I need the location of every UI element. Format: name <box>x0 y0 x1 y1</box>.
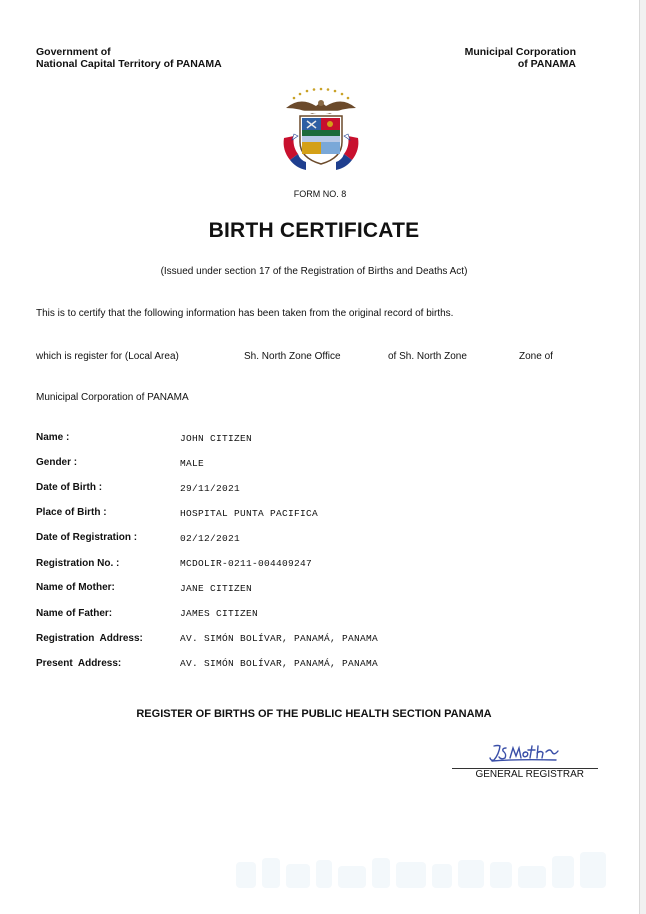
issuing-municipality <box>465 46 576 70</box>
issuing-government <box>36 46 222 70</box>
registration-address-value: AV. SIMÓN BOLÍVAR, PANAMÁ, PANAMA <box>180 633 379 644</box>
eagle <box>286 100 356 114</box>
father-name-label: Name of Father: <box>36 608 113 619</box>
date-of-registration-value: 02/12/2021 <box>180 533 241 544</box>
registration-address-label: Registration Address: <box>36 633 143 644</box>
place-of-birth-value: HOSPITAL PUNTA PACIFICA <box>180 508 319 519</box>
place-of-birth-label: Place of Birth : <box>36 507 107 518</box>
gender-value: MALE <box>180 458 205 469</box>
stars-arc <box>293 88 350 100</box>
mother-name-label: Name of Mother: <box>36 582 115 593</box>
signature-icon <box>488 742 562 764</box>
date-of-birth-label: Date of Birth : <box>36 482 103 493</box>
mother-name-value: JANE CITIZEN <box>180 583 253 594</box>
date-of-birth-value: 29/11/2021 <box>180 483 241 494</box>
date-of-registration-label: Date of Registration : <box>36 532 138 543</box>
local-area-label: which is register for (Local Area) <box>36 351 179 362</box>
shield <box>300 116 342 164</box>
government-line-2: National Capital Territory of PANAMA <box>36 58 222 70</box>
certification-statement: This is to certify that the following information has been taken from the original record of births. <box>36 308 454 319</box>
page-title: BIRTH CERTIFICATE <box>208 219 420 242</box>
panama-coat-of-arms-icon <box>276 84 366 176</box>
form-number: FORM NO. 8 <box>293 189 347 199</box>
general-registrar-label: GENERAL REGISTRAR <box>475 769 584 780</box>
municipality-line-1: Municipal Corporation <box>464 46 576 58</box>
government-line-1: Government of <box>36 46 111 58</box>
registration-number-value: MCDOLIR-0211-004409247 <box>180 558 313 569</box>
name-label: Name : <box>36 432 70 443</box>
municipal-corporation-line: Municipal Corporation of PANAMA <box>36 392 189 403</box>
name-value: JOHN CITIZEN <box>180 433 253 444</box>
present-address-value: AV. SIMÓN BOLÍVAR, PANAMÁ, PANAMA <box>180 658 379 669</box>
issued-under-note: (Issued under section 17 of the Registration of Births and Deaths Act) <box>160 266 468 277</box>
page-edge <box>639 0 646 914</box>
zone-of-label: Zone of <box>519 351 553 362</box>
watermark-image <box>236 848 608 896</box>
father-name-value: JAMES CITIZEN <box>180 608 259 619</box>
local-area-zone: of Sh. North Zone <box>388 351 467 362</box>
gender-label: Gender : <box>36 457 78 468</box>
registration-number-label: Registration No. : <box>36 558 120 569</box>
register-title: REGISTER OF BIRTHS OF THE PUBLIC HEALTH SECTION PANAMA <box>136 708 492 720</box>
local-area-office: Sh. North Zone Office <box>244 351 341 362</box>
present-address-label: Present Address: <box>36 658 122 669</box>
municipality-line-2: of PANAMA <box>517 58 576 70</box>
